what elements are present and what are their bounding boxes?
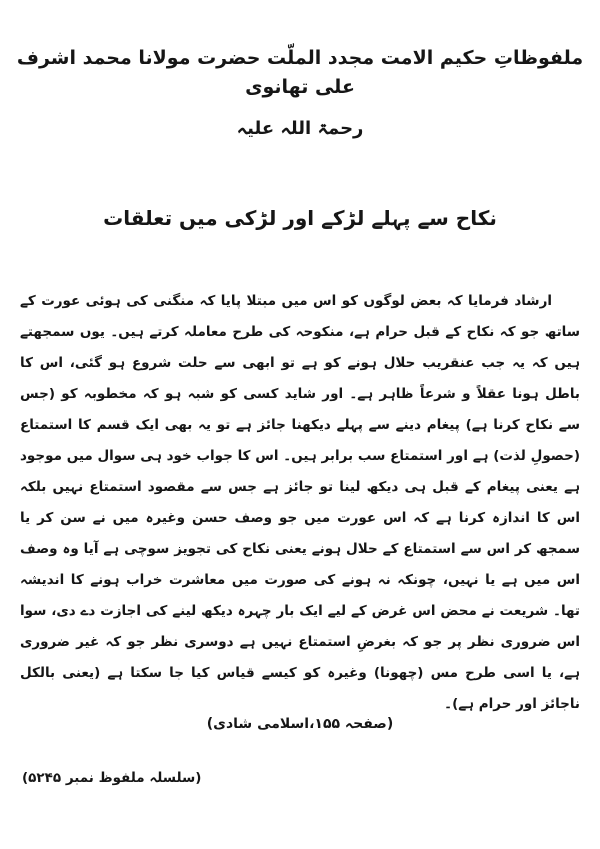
body-paragraph: ارشاد فرمایا کہ بعض لوگوں کو اس میں مبتلا پایا کہ منگنی کی ہوئی عورت کے ساتھ جو کہ نکاح کے قبل حرام ہے، منکوحہ کی طرح معاملہ کرتے ہیں۔ یوں سمجھتے ہیں کہ یہ جب عنقریب حلال ہونے کو ہے تو ابھی سے حلت شروع ہو گئی، اس کا باطل ہونا عقلاً و شرعاً ظاہر ہے۔ اور شاید کسی کو شبہ ہو کہ مخطوبہ کو (جس سے نکاح کرنا ہے) پیغام دینے سے پہلے دیکھنا جائز ہے تو یہ بھی ایک قسم کا استمتاع (حصولِ لذت) ہے اور استمتاع سب برابر ہیں۔ اس کا جواب خود ہی سوال میں موجود ہے یعنی پیغام کے قبل ہی دیکھ لینا تو جائز ہے جس سے مقصود استمتاع نہیں بلکہ اس کا اندازہ کرنا ہے کہ اس عورت میں جو وصف حسن وغیرہ میں نے سن کر یا سمجھ کر اس سے استمتاع کے حلال ہونے یعنی نکاح کی تجویز سوچی ہے آیا وہ وصف اس میں ہے یا نہیں، چونکہ نہ ہونے کی صورت میں معاشرت خراب ہونے کا اندیشہ تھا۔ شریعت نے محض اس غرض کے لیے ایک بار چہرہ دیکھ لینے کی اجازت دے دی، سوا اس ضروری نظر پر جو کہ بغرضِ استمتاع نہیں ہے دوسری نظر جو کہ غیر ضروری ہے، یا اسی طرح مس (چھونا) وغیرہ کو کیسے قیاس کیا جا سکتا ہے (یعنی بالکل ناجائز اور حرام ہے)۔: [20, 293, 580, 712]
serial-number: (سلسلہ ملفوظ نمبر ۵۲۴۵): [22, 770, 202, 786]
page-citation: (صفحہ ۱۵۵،اسلامی شادی): [206, 716, 394, 732]
document-title: ملفوظاتِ حکیم الامت مجدد الملّت حضرت مولانا محمد اشرف علی تھانوی: [16, 47, 584, 99]
blessing-line: رحمۃ اللہ علیہ: [236, 118, 364, 139]
section-heading: نکاح سے پہلے لڑکے اور لڑکی میں تعلقات: [103, 206, 497, 230]
